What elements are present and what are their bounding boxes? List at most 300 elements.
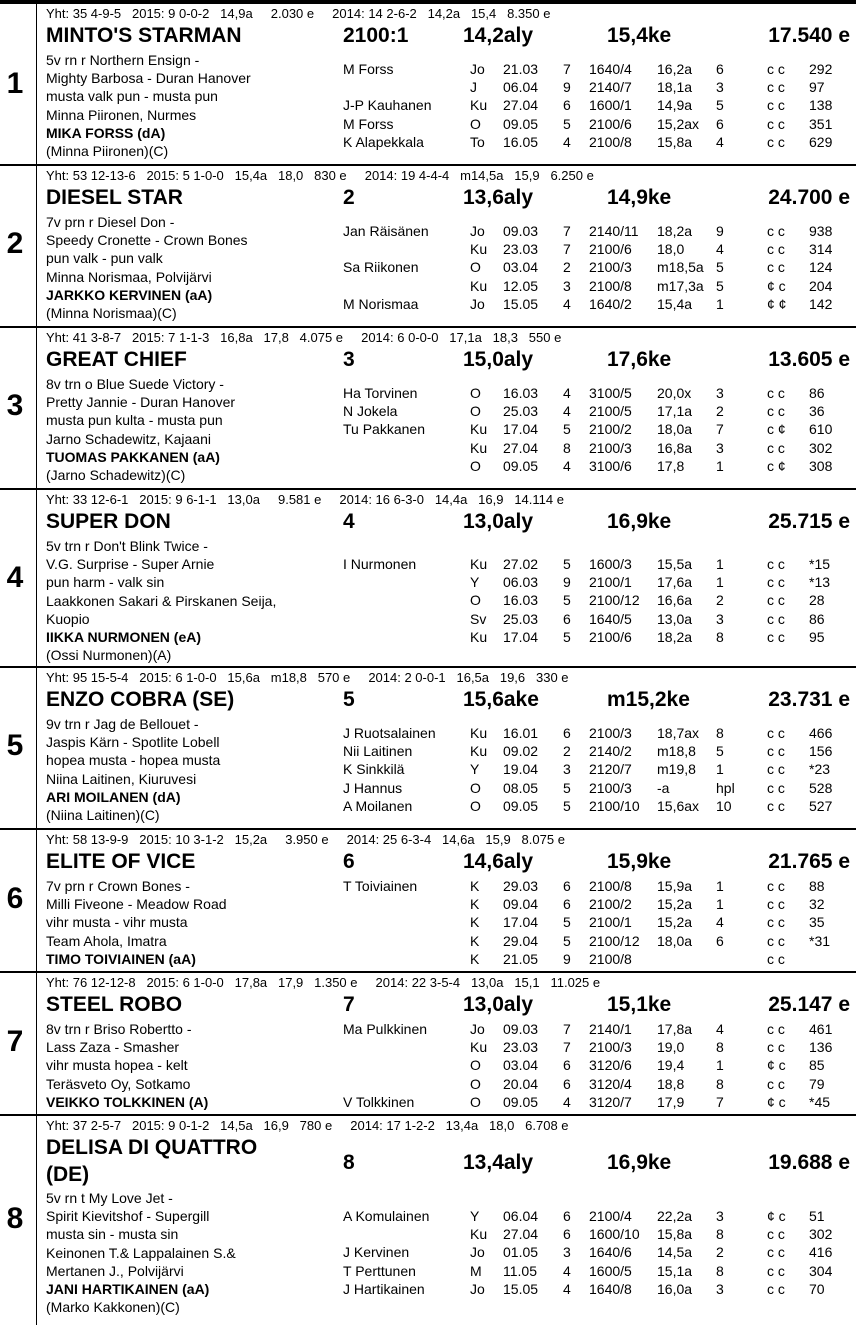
run-row	[0, 610, 856, 628]
run-place: 5	[716, 259, 724, 276]
run-date: 17.04	[503, 628, 539, 645]
run-row	[0, 277, 856, 295]
run-distance: 2100/2	[589, 896, 632, 913]
run-time: 16,6a	[657, 592, 693, 609]
run-distance: 2100/8	[589, 878, 632, 894]
run-driver: K Sinkkilä	[343, 761, 405, 778]
driver-line: TIMO TOIVIAINEN (aA)	[46, 950, 196, 967]
run-post: 5	[563, 914, 571, 931]
start-number: 3	[6, 389, 24, 422]
career-stats: Yht: 95 15-5-4 2015: 6 1-0-0 15,6a m18,8 570 e 2014: 2 0-0-1 16,5a 19,6 330 e	[46, 670, 569, 685]
run-track: O	[470, 385, 481, 401]
recent-runs	[0, 1020, 856, 1111]
run-distance: 1600/3	[589, 556, 632, 572]
colors-line: pun harm - valk sin	[46, 574, 165, 591]
pedigree-line: Lass Zaza - Smasher	[46, 1039, 180, 1056]
run-distance: 2100/1	[589, 914, 632, 931]
run-time: -a	[657, 779, 670, 796]
run-shoes: c c	[767, 932, 785, 949]
run-track: Ku	[470, 241, 488, 258]
run-time: m18,8	[657, 743, 696, 760]
run-driver: I Nurmonen	[343, 556, 417, 572]
run-date: 06.04	[503, 79, 539, 96]
run-date: 12.05	[503, 277, 539, 294]
run-time: 15,6ax	[657, 797, 700, 814]
run-time: 16,0a	[657, 1280, 693, 1297]
run-shoes: c c	[767, 610, 785, 627]
run-time: 19,0	[657, 1039, 685, 1056]
run-track: O	[470, 797, 481, 814]
run-row	[0, 895, 856, 913]
run-driver: J Kervinen	[343, 1244, 410, 1261]
run-place: 4	[716, 1021, 724, 1037]
run-date: 17.04	[503, 421, 539, 438]
total-earnings: 13.605 e	[768, 348, 850, 371]
run-shoes: ¢ c	[767, 1208, 786, 1224]
run-time: 17,8	[657, 457, 685, 474]
run-shoes: c c	[767, 896, 785, 913]
run-post: 6	[563, 878, 571, 894]
run-odds: 138	[809, 97, 833, 114]
driver-line: IIKKA NURMONEN (eA)	[46, 628, 202, 645]
driver-line: ARI MOILANEN (dA)	[46, 788, 181, 805]
run-driver: M Norismaa	[343, 295, 419, 312]
pedigree-line: Speedy Cronette - Crown Bones	[46, 232, 248, 249]
run-distance: 3120/7	[589, 1093, 632, 1110]
run-place: 2	[716, 592, 724, 609]
record-volt: 15,1ke	[607, 993, 672, 1016]
run-row	[0, 115, 856, 133]
trainer-line: (Minna Norismaa)(C)	[46, 304, 177, 321]
pedigree-line: 5v rn r Northern Ensign -	[46, 52, 200, 68]
run-post: 2	[563, 259, 571, 276]
run-driver: Sa Riikonen	[343, 259, 419, 276]
run-odds: 308	[809, 457, 833, 474]
run-track: Ku	[470, 725, 488, 741]
run-post: 9	[563, 574, 571, 591]
run-post: 4	[563, 457, 571, 474]
pedigree-line: Pretty Jannie - Duran Hanover	[46, 394, 236, 411]
run-distance: 1640/4	[589, 61, 632, 77]
track-position: 4	[343, 510, 355, 533]
run-row	[0, 78, 856, 96]
run-place: 5	[716, 277, 724, 294]
run-distance: 2100/12	[589, 932, 640, 949]
run-date: 25.03	[503, 610, 539, 627]
run-distance: 3120/6	[589, 1057, 632, 1074]
run-time: 15,8a	[657, 133, 693, 150]
trainer-line: (Niina Laitinen)(C)	[46, 806, 160, 823]
run-row	[0, 295, 856, 313]
start-number: 8	[6, 1202, 24, 1235]
run-driver: M Forss	[343, 61, 394, 77]
colors-line: pun valk - pun valk	[46, 250, 163, 267]
run-driver: M Forss	[343, 115, 394, 132]
pedigree-line: 5v trn r Don't Blink Twice -	[46, 538, 208, 554]
run-post: 3	[563, 1244, 571, 1261]
career-stats: Yht: 41 3-8-7 2015: 7 1-1-3 16,8a 17,8 4.075 e 2014: 6 0-0-0 17,1a 18,3 550 e	[46, 330, 562, 345]
record-auto: 13,0aly	[463, 510, 534, 533]
recent-runs	[0, 877, 856, 968]
run-post: 9	[563, 950, 571, 967]
run-track: Ku	[470, 1226, 488, 1243]
run-post: 6	[563, 1208, 571, 1224]
horse-entry-2	[0, 166, 856, 328]
run-shoes: c c	[767, 1244, 785, 1261]
run-distance: 2100/12	[589, 592, 640, 609]
run-odds: 610	[809, 421, 833, 438]
run-date: 25.03	[503, 403, 539, 420]
run-driver: T Perttunen	[343, 1262, 416, 1279]
run-row	[0, 555, 856, 573]
run-post: 7	[563, 241, 571, 258]
run-track: Jo	[470, 1280, 485, 1297]
run-place: 8	[716, 725, 724, 741]
run-date: 27.04	[503, 439, 539, 456]
run-odds: 528	[809, 779, 833, 796]
run-odds: 142	[809, 295, 833, 312]
run-date: 06.04	[503, 1208, 539, 1224]
run-date: 16.01	[503, 725, 539, 741]
run-date: 16.03	[503, 592, 539, 609]
run-place: 1	[716, 574, 724, 591]
owner-line: Mertanen J., Polvijärvi	[46, 1262, 184, 1279]
run-time: 18,2a	[657, 628, 693, 645]
run-post: 6	[563, 97, 571, 114]
run-shoes: c c	[767, 779, 785, 796]
colors-line: vihr musta hopea - kelt	[46, 1057, 188, 1074]
run-place: 8	[716, 1075, 724, 1092]
horse-name-line2: (DE)	[46, 1163, 90, 1186]
owner-line: Laakkonen Sakari & Pirskanen Seija,	[46, 592, 277, 609]
run-post: 7	[563, 1039, 571, 1056]
run-post: 5	[563, 628, 571, 645]
run-place: 4	[716, 133, 724, 150]
trainer-line: (Marko Kakkonen)(C)	[46, 1299, 180, 1316]
run-post: 5	[563, 932, 571, 949]
owner-line: Team Ahola, Imatra	[46, 932, 167, 949]
run-post: 3	[563, 277, 571, 294]
run-date: 06.03	[503, 574, 539, 591]
total-earnings: 25.147 e	[768, 993, 850, 1016]
run-time: 16,2a	[657, 61, 693, 77]
pedigree-line: Milli Fiveone - Meadow Road	[46, 896, 227, 913]
run-place: 7	[716, 421, 724, 438]
run-shoes: c c	[767, 574, 785, 591]
run-track: K	[470, 932, 480, 949]
career-stats: Yht: 58 13-9-9 2015: 10 3-1-2 15,2a 3.950 e 2014: 25 6-3-4 14,6a 15,9 8.075 e	[46, 832, 565, 847]
total-earnings: 24.700 e	[768, 186, 850, 209]
run-time: 18,0	[657, 241, 685, 258]
run-post: 4	[563, 133, 571, 150]
run-track: Y	[470, 1208, 480, 1224]
run-post: 8	[563, 439, 571, 456]
run-driver: Jan Räisänen	[343, 223, 429, 239]
run-distance: 1640/2	[589, 295, 632, 312]
run-odds: 204	[809, 277, 833, 294]
run-track: K	[470, 896, 480, 913]
run-odds: *23	[809, 761, 831, 778]
start-number: 7	[6, 1025, 24, 1058]
run-date: 27.02	[503, 556, 539, 572]
record-volt: 14,9ke	[607, 186, 672, 209]
run-distance: 2140/11	[589, 223, 639, 239]
run-post: 5	[563, 797, 571, 814]
run-driver: J-P Kauhanen	[343, 97, 432, 114]
run-time: 18,0a	[657, 421, 693, 438]
pedigree-line: 7v prn r Diesel Don -	[46, 214, 175, 230]
run-row	[0, 1020, 856, 1038]
run-time: 15,5a	[657, 556, 693, 572]
run-shoes: c c	[767, 61, 785, 77]
run-row	[0, 60, 856, 78]
run-date: 23.03	[503, 241, 539, 258]
run-post: 6	[563, 725, 571, 741]
run-odds: *13	[809, 574, 831, 591]
run-time: 18,7ax	[657, 725, 700, 741]
pedigree-line: Jaspis Kärn - Spotlite Lobell	[46, 734, 220, 751]
track-position: 5	[343, 688, 355, 711]
run-post: 4	[563, 295, 571, 312]
run-row	[0, 742, 856, 760]
track-position: 2100:1	[343, 24, 409, 47]
run-row	[0, 133, 856, 151]
run-date: 23.03	[503, 1039, 539, 1056]
run-odds: 32	[809, 896, 825, 913]
run-distance: 2100/8	[589, 133, 632, 150]
owner-line: Teräsveto Oy, Sotkamo	[46, 1075, 191, 1092]
total-earnings: 21.765 e	[768, 850, 850, 873]
run-driver: A Moilanen	[343, 797, 413, 814]
run-place: 8	[716, 628, 724, 645]
run-track: O	[470, 1075, 481, 1092]
run-odds: 466	[809, 725, 833, 741]
colors-line: musta sin - musta sin	[46, 1226, 179, 1243]
run-shoes: c c	[767, 97, 785, 114]
horse-name: ENZO COBRA (SE)	[46, 688, 235, 711]
horse-entry-1	[0, 4, 856, 166]
run-row	[0, 258, 856, 276]
run-row	[0, 950, 856, 968]
run-odds: 292	[809, 61, 833, 77]
record-volt: 16,9ke	[607, 510, 672, 533]
run-post: 5	[563, 779, 571, 796]
run-shoes: c c	[767, 241, 785, 258]
run-driver: K Alapekkala	[343, 133, 424, 150]
run-odds: 70	[809, 1280, 825, 1297]
run-post: 4	[563, 1280, 571, 1297]
run-track: Ku	[470, 277, 488, 294]
run-track: Ku	[470, 1039, 488, 1056]
run-place: 1	[716, 1057, 724, 1074]
run-time: 16,8a	[657, 439, 693, 456]
total-earnings: 19.688 e	[768, 1151, 850, 1174]
run-distance: 1600/1	[589, 97, 632, 114]
recent-runs	[0, 724, 856, 815]
run-date: 16.03	[503, 385, 539, 401]
run-distance: 2100/6	[589, 241, 632, 258]
run-time: 15,1a	[657, 1262, 693, 1279]
run-place: 2	[716, 1244, 724, 1261]
trainer-line: (Ossi Nurmonen)(A)	[46, 647, 172, 664]
run-row	[0, 1093, 856, 1111]
run-time: 14,9a	[657, 97, 693, 114]
run-odds: *31	[809, 932, 831, 949]
run-odds: 86	[809, 610, 825, 627]
recent-runs	[0, 555, 856, 646]
run-driver: J Hannus	[343, 779, 403, 796]
run-row	[0, 1262, 856, 1280]
run-time: 15,4a	[657, 295, 693, 312]
run-place: 1	[716, 457, 724, 474]
run-date: 17.04	[503, 914, 539, 931]
run-row	[0, 457, 856, 475]
run-post: 5	[563, 421, 571, 438]
run-odds: 88	[809, 878, 825, 894]
trainer-line: (Jarno Schadewitz)(C)	[46, 466, 186, 483]
run-shoes: c c	[767, 439, 785, 456]
run-odds: *45	[809, 1093, 831, 1110]
run-shoes: c c	[767, 1226, 785, 1243]
run-track: Jo	[470, 1244, 485, 1261]
run-shoes: c ¢	[767, 421, 786, 438]
run-place: 9	[716, 223, 724, 239]
run-row	[0, 240, 856, 258]
run-date: 21.05	[503, 950, 539, 967]
run-place: 3	[716, 1208, 724, 1224]
run-track: Jo	[470, 1021, 485, 1037]
horse-entry-3	[0, 328, 856, 490]
run-row	[0, 591, 856, 609]
record-auto: 13,6aly	[463, 186, 534, 209]
recent-runs	[0, 60, 856, 151]
colors-line: musta valk pun - musta pun	[46, 88, 218, 105]
run-odds: 314	[809, 241, 833, 258]
run-shoes: c c	[767, 259, 785, 276]
colors-line: hopea musta - hopea musta	[46, 752, 221, 769]
run-track: O	[470, 115, 481, 132]
run-track: Jo	[470, 223, 485, 239]
track-position: 6	[343, 850, 355, 873]
run-track: Y	[470, 574, 480, 591]
run-place: 6	[716, 932, 724, 949]
run-post: 4	[563, 403, 571, 420]
run-track: Ku	[470, 97, 488, 114]
run-row	[0, 1075, 856, 1093]
run-date: 09.05	[503, 797, 539, 814]
run-odds: 304	[809, 1262, 833, 1279]
run-time: 18,2a	[657, 223, 693, 239]
run-place: 3	[716, 385, 724, 401]
run-time: 15,2ax	[657, 115, 700, 132]
run-odds: 416	[809, 1244, 833, 1261]
run-track: Ku	[470, 421, 488, 438]
run-place: 3	[716, 439, 724, 456]
run-track: M	[470, 1262, 482, 1279]
horse-name-line1: DELISA DI QUATTRO	[46, 1136, 258, 1159]
run-time: m18,5a	[657, 259, 704, 276]
run-place: 5	[716, 97, 724, 114]
run-odds: 35	[809, 914, 825, 931]
run-odds: 79	[809, 1075, 825, 1092]
run-row	[0, 1225, 856, 1243]
run-driver: J Hartikainen	[343, 1280, 425, 1297]
driver-line: TUOMAS PAKKANEN (aA)	[46, 448, 220, 465]
start-number: 5	[6, 729, 24, 762]
run-post: 4	[563, 1262, 571, 1279]
run-distance: 1640/8	[589, 1280, 632, 1297]
record-auto: 15,0aly	[463, 348, 534, 371]
horse-entry-7	[0, 973, 856, 1116]
run-distance: 2140/1	[589, 1021, 632, 1037]
run-shoes: c ¢	[767, 457, 786, 474]
run-date: 09.05	[503, 457, 539, 474]
run-distance: 2100/8	[589, 950, 632, 967]
owner-line: Minna Norismaa, Polvijärvi	[46, 268, 212, 285]
run-post: 7	[563, 61, 571, 77]
run-distance: 2100/10	[589, 797, 640, 814]
run-post: 7	[563, 1021, 571, 1037]
run-shoes: c c	[767, 878, 785, 894]
run-row	[0, 913, 856, 931]
run-distance: 2100/8	[589, 277, 632, 294]
run-odds: 527	[809, 797, 833, 814]
run-row	[0, 573, 856, 591]
run-track: K	[470, 878, 480, 894]
trainer-line: (Minna Piironen)(C)	[46, 142, 169, 159]
run-time: 18,0a	[657, 932, 693, 949]
run-place: 1	[716, 896, 724, 913]
track-position: 3	[343, 348, 355, 371]
run-post: 5	[563, 115, 571, 132]
run-row	[0, 420, 856, 438]
run-place: 8	[716, 1226, 724, 1243]
run-odds: 629	[809, 133, 833, 150]
run-distance: 2100/6	[589, 628, 632, 645]
run-post: 7	[563, 223, 571, 239]
recent-runs	[0, 222, 856, 313]
run-track: O	[470, 1057, 481, 1074]
recent-runs	[0, 1207, 856, 1298]
run-date: 09.03	[503, 223, 539, 239]
driver-line: MIKA FORSS (dA)	[46, 124, 166, 141]
run-odds: 351	[809, 115, 833, 132]
run-place: 1	[716, 878, 724, 894]
run-track: J	[470, 79, 477, 96]
owner-line: Jarno Schadewitz, Kajaani	[46, 430, 211, 447]
run-distance: 2100/3	[589, 439, 632, 456]
run-place: 3	[716, 79, 724, 96]
run-date: 21.03	[503, 61, 539, 77]
run-row	[0, 402, 856, 420]
record-volt: 15,9ke	[607, 850, 672, 873]
run-odds: 86	[809, 385, 825, 401]
record-auto: 13,0aly	[463, 993, 534, 1016]
run-date: 09.02	[503, 743, 539, 760]
run-odds: 95	[809, 628, 825, 645]
run-time: 14,5a	[657, 1244, 693, 1261]
run-time: m17,3a	[657, 277, 704, 294]
run-track: Y	[470, 761, 480, 778]
run-row	[0, 96, 856, 114]
run-place: hpl	[716, 779, 735, 796]
run-place: 4	[716, 241, 724, 258]
run-odds: 97	[809, 79, 825, 96]
record-volt: 17,6ke	[607, 348, 672, 371]
colors-line: vihr musta - vihr musta	[46, 914, 188, 931]
run-time: 17,9	[657, 1093, 685, 1110]
run-time: 15,2a	[657, 914, 693, 931]
